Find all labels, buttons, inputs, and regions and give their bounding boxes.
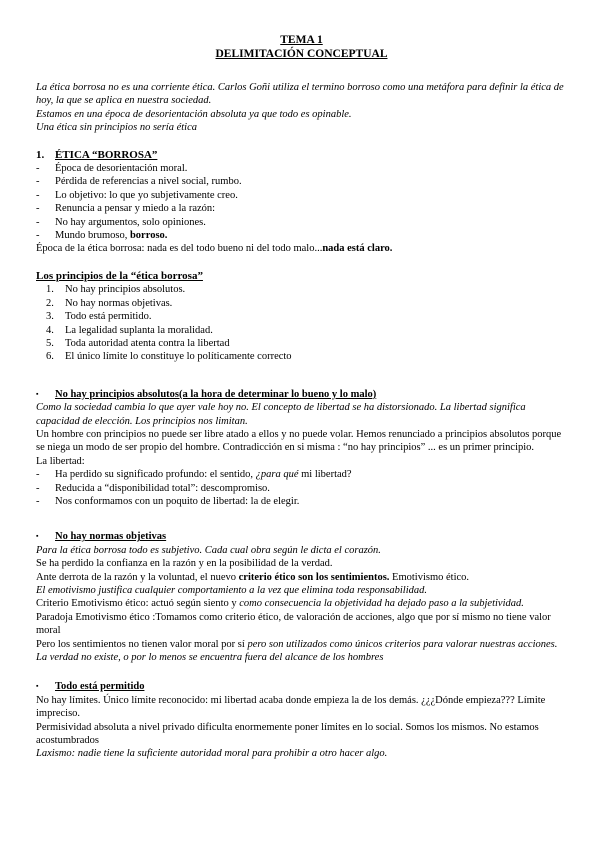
text-run: Ante derrota de la razón y la voluntad, el nuevo xyxy=(36,571,239,583)
list-number: 3. xyxy=(46,311,54,323)
text-run: Una ética sin principios no sería ética xyxy=(36,122,197,134)
paragraph xyxy=(36,638,567,651)
bullet-subsection-heading xyxy=(36,680,567,693)
spacer xyxy=(36,664,567,680)
text-run: No hay argumentos, solo opiniones. xyxy=(55,216,206,228)
text-run: El emotivismo justifica cualquier comportamiento a la vez que elimina toda responsabilidad. xyxy=(36,585,427,596)
spacer xyxy=(36,364,567,388)
text-run: Época de desorientación moral. xyxy=(55,163,188,175)
text-run: Renuncia a pensar y miedo a la razón: xyxy=(55,203,216,215)
text-run: Lo objetivo: lo que yo subjetivamente creo. xyxy=(55,189,238,201)
square-bullet-icon: ▪ xyxy=(36,682,39,691)
dash-marker: - xyxy=(36,163,40,175)
bullet-subsection-heading xyxy=(36,388,567,401)
text-run: La legalidad suplanta la moralidad. xyxy=(65,324,213,336)
document-title-text: DELIMITACIÓN CONCEPTUAL xyxy=(215,47,388,60)
text-run: nada está claro. xyxy=(322,243,393,255)
list-item-text xyxy=(55,175,567,188)
heading-text: ÉTICA “BORROSA” xyxy=(55,148,158,161)
numbered-list-item xyxy=(46,310,567,323)
paragraph xyxy=(36,108,567,121)
list-item-text xyxy=(65,283,567,296)
heading-text: No hay principios absolutos(a la hora de determinar lo bueno y lo malo) xyxy=(55,388,377,400)
text-run: El único límite lo constituye lo políticamente correcto xyxy=(65,351,292,363)
dash-list-item xyxy=(36,229,567,242)
dash-marker: - xyxy=(36,203,40,215)
text-run: mi libertad? xyxy=(298,469,352,481)
square-bullet-icon: ▪ xyxy=(36,532,39,541)
paragraph xyxy=(36,242,567,255)
paragraph xyxy=(36,81,567,108)
text-run: Pérdida de referencias a nivel social, rumbo. xyxy=(55,176,242,188)
list-item-text xyxy=(55,216,567,229)
text-run: Se ha perdido la confianza en la razón y en la posibilidad de la verdad. xyxy=(36,558,333,570)
list-item-text xyxy=(65,310,567,323)
document-title-line xyxy=(36,48,567,62)
text-run: Permisividad absoluta a nivel privado dificulta enormemente poner límites en lo social. Somos los mismos. No estamos acostumbrados xyxy=(36,721,539,747)
list-item-text xyxy=(65,337,567,350)
text-run: criterio ético son los sentimientos. xyxy=(238,571,390,583)
paragraph xyxy=(36,455,567,468)
text-run: La ética borrosa no es una corriente ética. Carlos Goñi utiliza el termino borroso como una metáfora para definir la ética de hoy, la que se aplica en nuestra sociedad. xyxy=(36,82,564,107)
dash-list-item xyxy=(36,216,567,229)
text-run: Paradoja Emotivismo ético :Tomamos como criterio ético, de valoración de acciones, algo que por sí mismo no tiene valor moral xyxy=(36,611,551,637)
dash-list-item xyxy=(36,202,567,215)
numbered-section-heading xyxy=(36,149,567,162)
list-item-text xyxy=(55,468,567,481)
paragraph xyxy=(36,584,567,597)
text-run: Criterio Emotivismo ético: actuó según siento y xyxy=(36,598,240,610)
text-run: Estamos en una época de desorientación absoluta ya que todo es opinable. xyxy=(36,108,352,120)
dash-marker: - xyxy=(36,469,40,481)
list-item-text xyxy=(55,189,567,202)
text-run: como consecuencia la objetividad ha dejado paso a la subjetividad. xyxy=(239,598,524,610)
text-run: pero son utilizados como únicos criterios para valorar nuestras acciones. xyxy=(247,638,558,650)
list-number: 4. xyxy=(46,324,54,336)
text-run: Todo está permitido. xyxy=(65,311,152,323)
heading-number: 1. xyxy=(36,148,45,161)
text-run: Toda autoridad atenta contra la libertad xyxy=(65,337,230,349)
dash-marker: - xyxy=(36,189,40,201)
text-run: No hay límites. Único límite reconocido: mi libertad acaba donde empieza la de los demás. ¿¿¿Dónde empieza??? Límite impreciso. xyxy=(36,694,546,720)
text-run: La libertad: xyxy=(36,455,85,467)
heading-text: Los principios de la “ética borrosa” xyxy=(36,269,203,282)
numbered-list-item xyxy=(46,324,567,337)
list-item-text xyxy=(65,324,567,337)
list-item-text xyxy=(55,202,567,215)
text-run: Como la sociedad cambia lo que ayer vale hoy no. El concepto de libertad se ha distorsionado. La libertad significa capacidad de elección. Los principios nos limitan. xyxy=(36,402,526,427)
document-title-line xyxy=(36,34,567,48)
dash-list-item xyxy=(36,495,567,508)
paragraph xyxy=(36,651,567,664)
dash-list-item xyxy=(36,482,567,495)
numbered-list-item xyxy=(46,283,567,296)
paragraph xyxy=(36,401,567,428)
text-run: Laxismo: nadie tiene la suficiente autoridad moral para prohibir a otro hacer algo. xyxy=(36,748,388,760)
text-run: ¿para qué xyxy=(255,469,299,481)
spacer xyxy=(36,135,567,149)
dash-list-item xyxy=(36,175,567,188)
list-number: 2. xyxy=(46,297,54,309)
spacer xyxy=(36,508,567,530)
text-run: Emotivismo ético. xyxy=(389,571,470,583)
list-number: 5. xyxy=(46,337,54,349)
numbered-list-item xyxy=(46,350,567,363)
dash-marker: - xyxy=(36,495,40,507)
bullet-subsection-heading xyxy=(36,530,567,543)
text-run: Reducida a “disponibilidad total”: descompromiso. xyxy=(55,482,270,494)
numbered-list-item xyxy=(46,337,567,350)
paragraph xyxy=(36,721,567,748)
spacer xyxy=(36,61,567,81)
list-item-text xyxy=(55,229,567,242)
paragraph xyxy=(36,544,567,557)
list-item-text xyxy=(65,350,567,363)
paragraph xyxy=(36,121,567,134)
text-run: Nos conformamos con un poquito de libertad: la de elegir. xyxy=(55,495,300,507)
numbered-list-item xyxy=(46,297,567,310)
text-run: Para la ética borrosa todo es subjetivo. Cada cual obra según le dicta el corazón. xyxy=(36,544,381,556)
list-item-text xyxy=(55,482,567,495)
text-run: Mundo brumoso, xyxy=(55,230,130,242)
paragraph xyxy=(36,611,567,638)
paragraph xyxy=(36,747,567,760)
text-run: Pero los sentimientos no tienen valor moral por sí xyxy=(36,638,248,650)
document-body xyxy=(36,34,567,761)
list-number: 1. xyxy=(46,284,54,296)
text-run: No hay principios absolutos. xyxy=(65,284,186,296)
paragraph xyxy=(36,571,567,584)
dash-marker: - xyxy=(36,216,40,228)
paragraph xyxy=(36,694,567,721)
paragraph xyxy=(36,557,567,570)
heading-text: No hay normas objetivas xyxy=(55,531,167,543)
spacer xyxy=(36,256,567,270)
list-number: 6. xyxy=(46,351,54,363)
text-run: No hay normas objetivas. xyxy=(65,297,173,309)
dash-marker: - xyxy=(36,482,40,494)
paragraph xyxy=(36,597,567,610)
dash-list-item xyxy=(36,189,567,202)
text-run: Ha perdido su significado profundo: el sentido, xyxy=(55,469,256,481)
dash-marker: - xyxy=(36,230,40,242)
text-run: Un hombre con principios no puede ser libre atado a ellos y no puede volar. Hemos renunciado a principios absolutos porque se niega un modo de ser propio del hombre. Contradicción en si misma : “no hay principios” ... es un primer principio. xyxy=(36,428,562,454)
text-run: borroso. xyxy=(129,230,168,242)
list-item-text xyxy=(55,495,567,508)
paragraph xyxy=(36,428,567,455)
heading-text: Todo está permitido xyxy=(55,681,145,693)
list-item-text xyxy=(55,162,567,175)
dash-marker: - xyxy=(36,176,40,188)
text-run: La verdad no existe, o por lo menos se encuentra fuera del alcance de los hombres xyxy=(36,652,384,664)
underlined-heading xyxy=(36,270,567,283)
document-title-text: TEMA 1 xyxy=(280,34,323,46)
dash-list-item xyxy=(36,468,567,481)
square-bullet-icon: ▪ xyxy=(36,389,39,398)
text-run: Época de la ética borrosa: nada es del todo bueno ni del todo malo... xyxy=(36,243,323,255)
list-item-text xyxy=(65,297,567,310)
dash-list-item xyxy=(36,162,567,175)
